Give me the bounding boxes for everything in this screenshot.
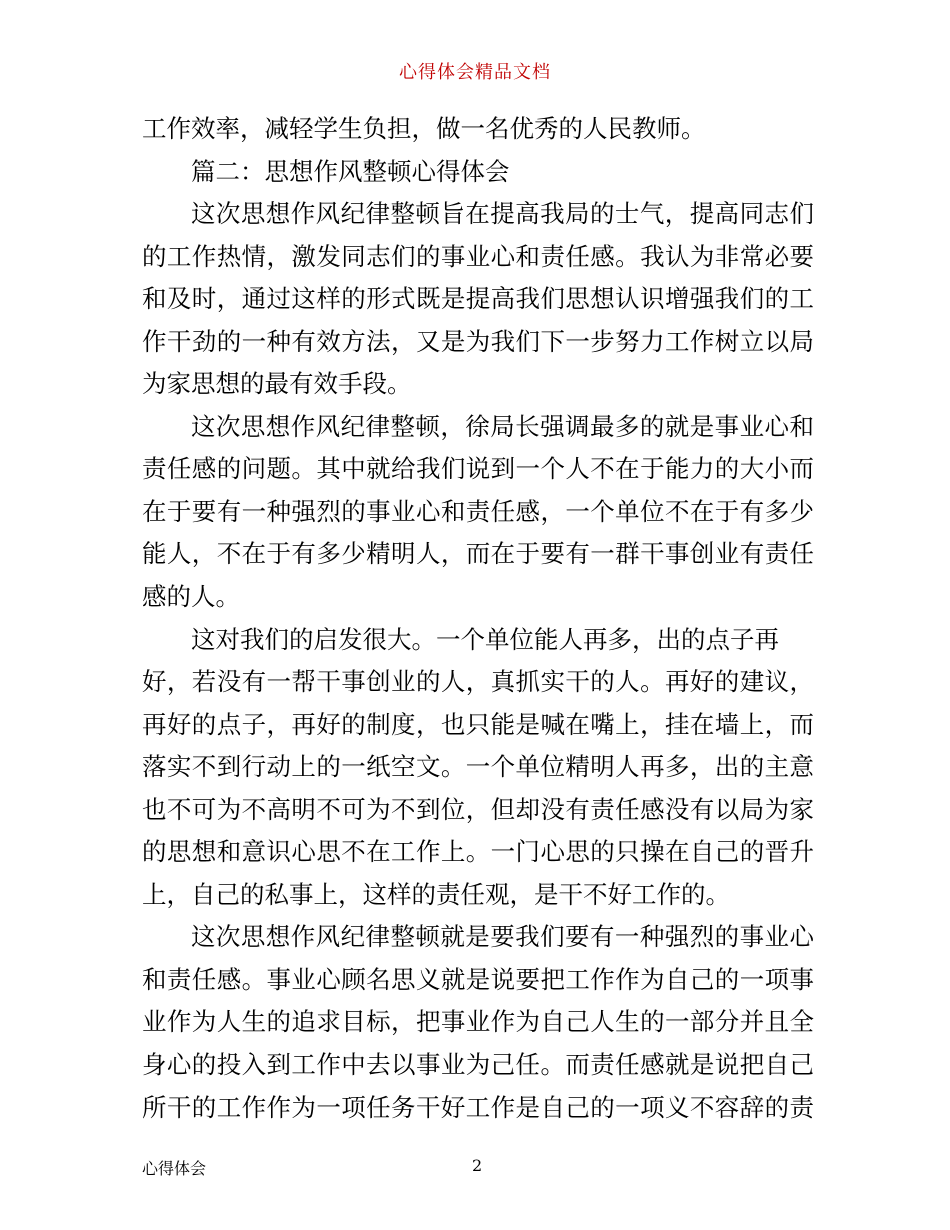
page-number: 2 bbox=[472, 1156, 483, 1175]
footer-label: 心得体会 bbox=[142, 1159, 207, 1178]
body-line: 好，若没有一帮干事创业的人，真抓实干的人。再好的建议， bbox=[142, 667, 814, 697]
body-line: 业作为人生的追求目标，把事业作为自己人生的一部分并且全 bbox=[142, 1007, 814, 1037]
body-line: 这次思想作风纪律整顿就是要我们要有一种强烈的事业心 bbox=[191, 922, 814, 952]
body-line: 也不可为不高明不可为不到位，但却没有责任感没有以局为家 bbox=[142, 794, 814, 824]
body-line: 感的人。 bbox=[142, 582, 240, 612]
body-line: 在于要有一种强烈的事业心和责任感，一个单位不在于有多少 bbox=[142, 496, 814, 526]
body-line: 的思想和意识心思不在工作上。一门心思的只操在自己的晋升 bbox=[142, 837, 814, 867]
body-line: 能人，不在于有多少精明人，而在于要有一群干事创业有责任 bbox=[142, 539, 814, 569]
section-heading: 篇二：思想作风整顿心得体会 bbox=[191, 156, 510, 186]
body-line: 为家思想的最有效手段。 bbox=[142, 369, 412, 399]
body-line: 的工作热情，激发同志们的事业心和责任感。我认为非常必要 bbox=[142, 241, 814, 271]
body-line: 工作效率，减轻学生负担，做一名优秀的人民教师。 bbox=[142, 114, 706, 143]
body-line: 再好的点子，再好的制度，也只能是喊在嘴上，挂在墙上，而 bbox=[142, 709, 814, 739]
document-body bbox=[142, 108, 814, 1129]
body-line: 上，自己的私事上，这样的责任观，是干不好工作的。 bbox=[142, 879, 730, 909]
body-line: 和及时，通过这样的形式既是提高我们思想认识增强我们的工 bbox=[142, 284, 814, 314]
document-header-title: 心得体会精品文档 bbox=[399, 62, 551, 83]
body-line: 所干的工作作为一项任务干好工作是自己的一项义不容辞的责 bbox=[142, 1092, 814, 1122]
body-line: 这次思想作风纪律整顿旨在提高我局的士气，提高同志们 bbox=[191, 199, 814, 229]
body-line: 责任感的问题。其中就给我们说到一个人不在于能力的大小而 bbox=[142, 454, 814, 484]
body-line: 这对我们的启发很大。一个单位能人再多，出的点子再 bbox=[191, 624, 779, 654]
body-line: 作干劲的一种有效方法，又是为我们下一步努力工作树立以局 bbox=[142, 326, 814, 356]
body-line: 这次思想作风纪律整顿，徐局长强调最多的就是事业心和 bbox=[191, 411, 814, 441]
body-line: 身心的投入到工作中去以事业为己任。而责任感就是说把自己 bbox=[142, 1050, 814, 1080]
body-line: 和责任感。事业心顾名思义就是说要把工作作为自己的一项事 bbox=[142, 964, 814, 994]
body-line: 落实不到行动上的一纸空文。一个单位精明人再多，出的主意 bbox=[142, 752, 814, 782]
